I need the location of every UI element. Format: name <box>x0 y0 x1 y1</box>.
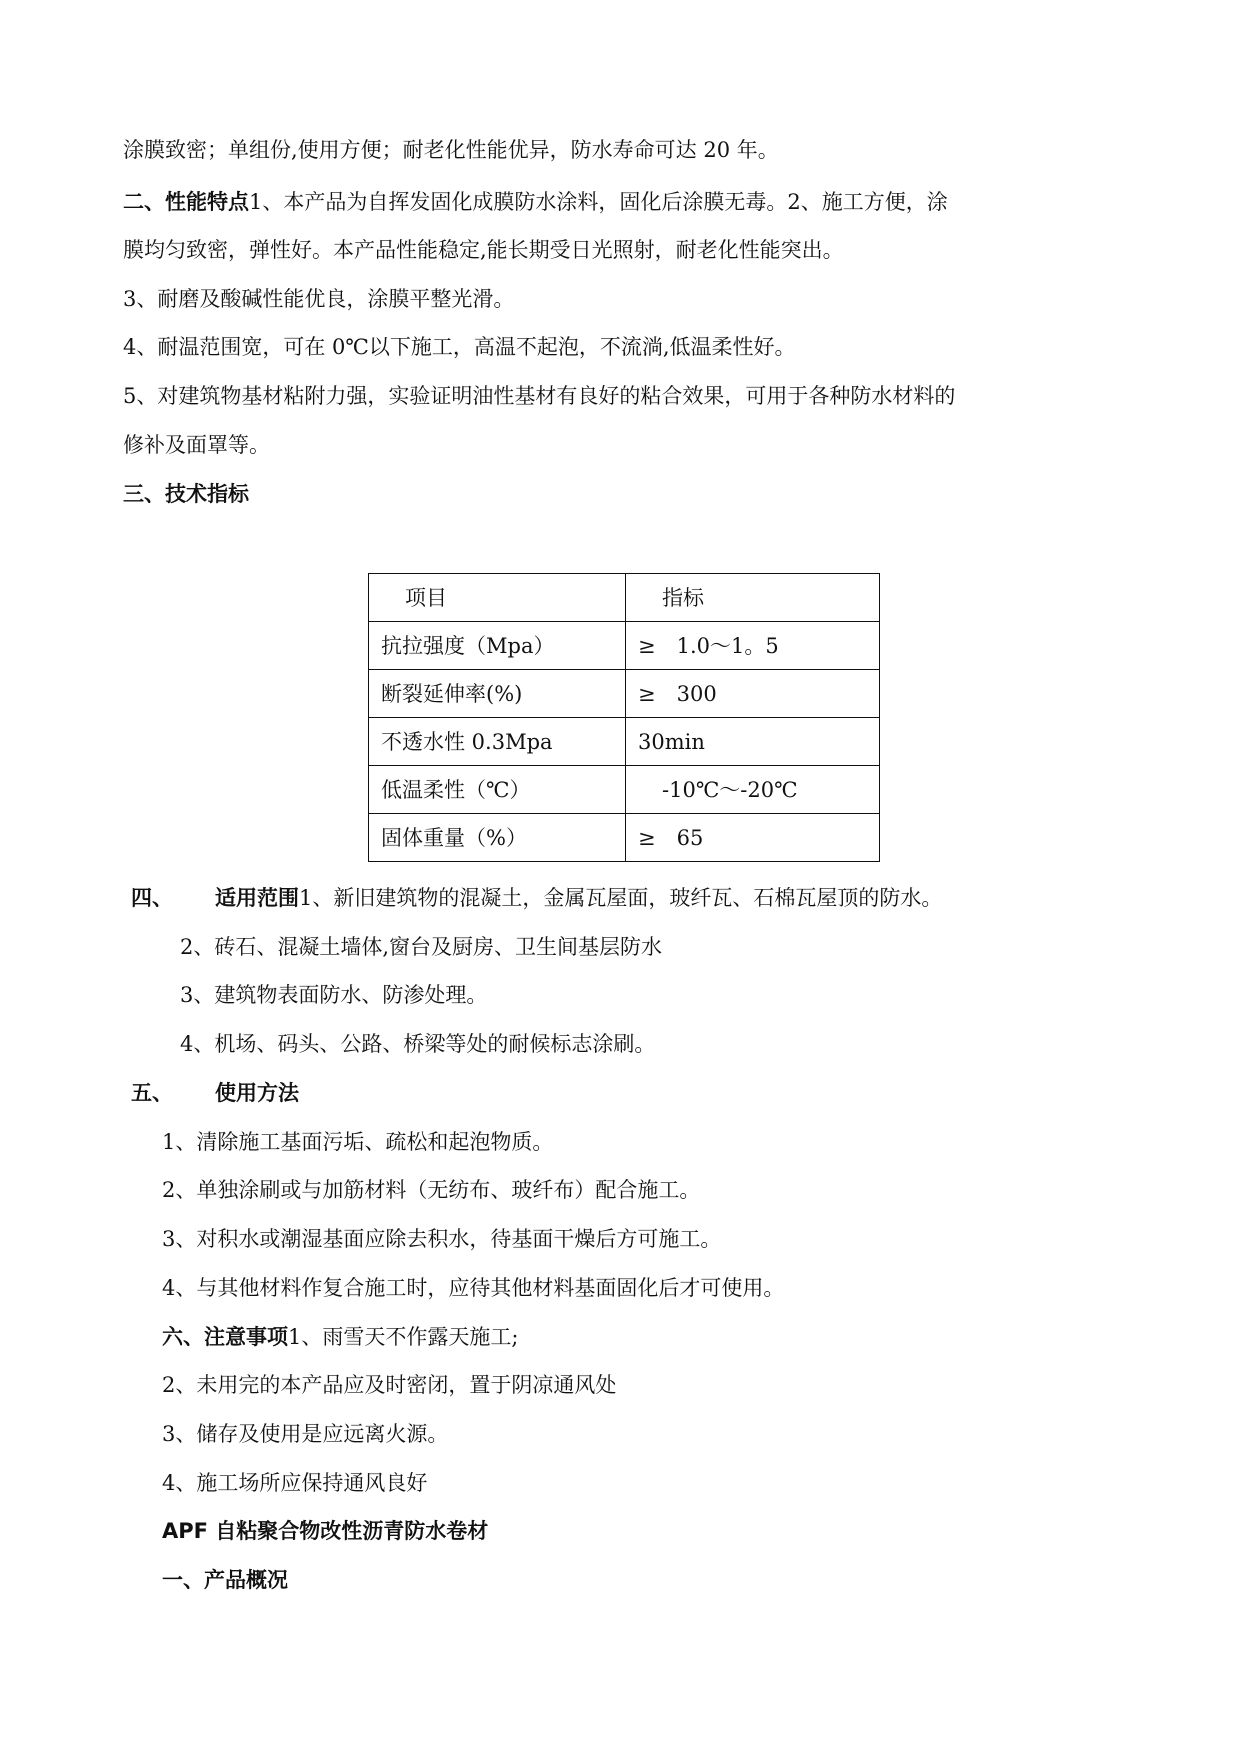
tech-spec-heading: 三、技术指标 <box>123 482 249 506</box>
table-row <box>369 718 880 766</box>
performance-heading: 二、性能特点 <box>123 190 249 214</box>
tech-spec-table <box>368 573 880 862</box>
usage-line-3: 3、对积水或潮湿基面应除去积水，待基面干燥后方可施工。 <box>162 1227 722 1251</box>
table-cell-item: 不透水性 0.3Mpa <box>369 718 626 766</box>
notes-line-3: 3、储存及使用是应远离火源。 <box>162 1422 449 1446</box>
usage-number: 五、 <box>131 1081 173 1105</box>
performance-line-2: 膜均匀致密，弹性好。本产品性能稳定,能长期受日光照射，耐老化性能突出。 <box>123 238 844 262</box>
next-product-subheading: 一、产品概况 <box>162 1568 288 1592</box>
performance-line-1-text: 1、本产品为自挥发固化成膜防水涂料，固化后涂膜无毒。2、施工方便，涂 <box>249 190 948 214</box>
table-cell-value: -10℃～-20℃ <box>626 766 880 814</box>
table-header-value: 指标 <box>626 574 880 622</box>
scope-line-1-text: 1、新旧建筑物的混凝土，金属瓦屋面，玻纤瓦、石棉瓦屋顶的防水。 <box>299 886 943 910</box>
next-product-title: APF 自粘聚合物改性沥青防水卷材 <box>162 1519 489 1543</box>
table-cell-item: 固体重量（%） <box>369 814 626 862</box>
table-header-item: 项目 <box>369 574 626 622</box>
usage-heading <box>131 1078 299 1108</box>
table-cell-item: 低温柔性（℃） <box>369 766 626 814</box>
table-row <box>369 670 880 718</box>
performance-line-6: 修补及面罩等。 <box>123 433 270 457</box>
scope-number: 四、 <box>131 886 173 910</box>
scope-line-1 <box>131 883 942 913</box>
table-cell-item: 断裂延伸率(%) <box>369 670 626 718</box>
table-row <box>369 814 880 862</box>
table-cell-item: 抗拉强度（Mpa） <box>369 622 626 670</box>
usage-title: 使用方法 <box>215 1081 299 1105</box>
notes-line-4: 4、施工场所应保持通风良好 <box>162 1471 428 1495</box>
scope-line-3: 3、建筑物表面防水、防渗处理。 <box>180 983 488 1007</box>
performance-line-5: 5、对建筑物基材粘附力强，实验证明油性基材有良好的粘合效果，可用于各种防水材料的 <box>123 384 956 408</box>
table-row <box>369 622 880 670</box>
scope-line-2: 2、砖石、混凝土墙体,窗台及厨房、卫生间基层防水 <box>180 935 663 959</box>
table-header-row <box>369 574 880 622</box>
table-cell-value: ≥ 1.0～1。5 <box>626 622 880 670</box>
notes-line-2: 2、未用完的本产品应及时密闭，置于阴凉通风处 <box>162 1373 617 1397</box>
performance-line-4: 4、耐温范围宽，可在 0℃以下施工，高温不起泡，不流淌,低温柔性好。 <box>123 335 796 359</box>
usage-line-1: 1、清除施工基面污垢、疏松和起泡物质。 <box>162 1130 554 1154</box>
notes-heading: 六、注意事项 <box>162 1325 288 1349</box>
usage-line-2: 2、单独涂刷或与加筋材料（无纺布、玻纤布）配合施工。 <box>162 1178 701 1202</box>
table-cell-value: 30min <box>626 718 880 766</box>
scope-title: 适用范围 <box>215 886 299 910</box>
notes-line-1 <box>162 1322 518 1352</box>
notes-line-1-text: 1、雨雪天不作露天施工; <box>288 1325 519 1349</box>
intro-line-1: 涂膜致密；单组份,使用方便；耐老化性能优异，防水寿命可达 20 年。 <box>123 138 779 162</box>
performance-line-1 <box>123 187 948 217</box>
performance-line-3: 3、耐磨及酸碱性能优良，涂膜平整光滑。 <box>123 287 515 311</box>
table-cell-value: ≥ 300 <box>626 670 880 718</box>
table-row <box>369 766 880 814</box>
scope-line-4: 4、机场、码头、公路、桥梁等处的耐候标志涂刷。 <box>180 1032 656 1056</box>
table-cell-value: ≥ 65 <box>626 814 880 862</box>
usage-line-4: 4、与其他材料作复合施工时，应待其他材料基面固化后才可使用。 <box>162 1276 785 1300</box>
